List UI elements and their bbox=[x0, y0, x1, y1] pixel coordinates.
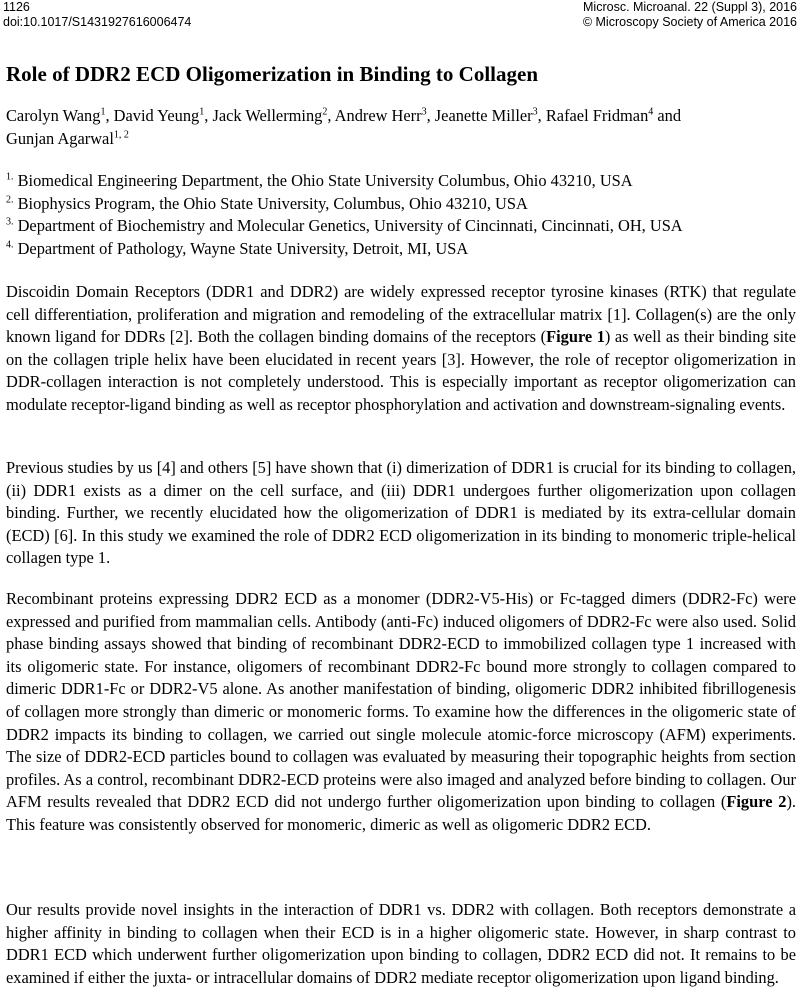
paragraph-methods-results bbox=[6, 588, 796, 837]
author-name: Gunjan Agarwal bbox=[6, 129, 114, 148]
author-affiliation-sup: 1, 2 bbox=[113, 129, 129, 141]
paragraph-text: ) as well as their binding site on the collagen triple helix have been elucidated in recent years [3]. However, the role of receptor oligomerization in DDR-collagen interaction is not completely understood. This is especially important as receptor oligomerization can modulate receptor-ligand binding as well as receptor phosphorylation and activation and downstream-signaling events. bbox=[6, 327, 796, 414]
author-affiliation-sup: 3 bbox=[421, 106, 427, 118]
author-name: Rafael Fridman bbox=[545, 106, 649, 125]
affiliation-text: Department of Biochemistry and Molecular Genetics, University of Cincinnati, Cincinnati, OH, USA bbox=[13, 216, 683, 235]
author-list bbox=[6, 104, 796, 150]
copyright: © Microscopy Society of America 2016 bbox=[582, 15, 797, 29]
author-separator: , bbox=[204, 106, 213, 125]
affiliation-item bbox=[6, 170, 796, 193]
paragraph-introduction bbox=[6, 281, 796, 417]
author-separator: , bbox=[537, 106, 546, 125]
paragraph-text: ). This feature was consistently observed for monomeric, dimeric as well as oligomeric DDR2 ECD. bbox=[6, 792, 796, 834]
author-affiliation-sup: 2 bbox=[322, 106, 328, 118]
paragraph-background: Previous studies by us [4] and others [5] have shown that (i) dimerization of DDR1 is crucial for its binding to collagen, (ii) DDR1 exists as a dimer on the cell surface, and (iii) DDR1 undergoes further oligomerization upon collagen binding. Further, we recently elucidated how the oligomerization of DDR1 is mediated by its extra-cellular domain (ECD) [6]. In this study we examined the role of DDR2 ECD oligomerization in its binding to monomeric triple-helical collagen type 1. bbox=[6, 458, 796, 568]
author-name: Jack Wellerming bbox=[212, 106, 323, 125]
header-left bbox=[3, 0, 191, 30]
header-right bbox=[583, 0, 797, 30]
author-affiliation-sup: 1 bbox=[100, 106, 106, 118]
affiliation-item bbox=[6, 193, 796, 216]
affiliation-number: 2. bbox=[6, 194, 14, 206]
affiliation-text: Department of Pathology, Wayne State University, Detroit, MI, USA bbox=[13, 238, 469, 258]
author-separator: , bbox=[426, 106, 435, 125]
paragraph-text: Discoidin Domain Receptors (DDR1 and DDR2) are widely expressed receptor tyrosine kinases (RTK) that regulate cell differentiation, proliferation and migration and remodeling of the extracellular matrix [1]. Collagen(s) are the only known ligand for DDRs [2]. Both the collagen binding domains of the receptors ( bbox=[6, 282, 796, 347]
affiliation-text: Biophysics Program, the Ohio State University, Columbus, Ohio 43210, USA bbox=[13, 193, 528, 213]
author-name: David Yeung bbox=[113, 106, 200, 125]
doi: doi:10.1017/S1431927616006474 bbox=[3, 15, 192, 29]
author-affiliation-sup: 4 bbox=[648, 106, 654, 118]
author-affiliation-sup: 3 bbox=[532, 106, 538, 118]
affiliation-number: 1. bbox=[6, 171, 14, 183]
paragraph-conclusion: Our results provide novel insights in the interaction of DDR1 vs. DDR2 with collagen. Both receptors demonstrate a higher affinity in binding to collagen when their ECD is in a higher oligomeric state. However, in sharp contrast to DDR1 ECD which underwent further oligomerization upon binding to collagen, DDR2 ECD did not. It remains to be examined if either the juxta- or intracellular domains of DDR2 mediate receptor oligomerization upon ligand binding. bbox=[6, 900, 796, 987]
affiliation-text: Biomedical Engineering Department, the Ohio State University Columbus, Ohio 43210, USA bbox=[13, 171, 633, 190]
paragraph-text: Recombinant proteins expressing DDR2 ECD as a monomer (DDR2-V5-His) or Fc-tagged dimers (DDR2-Fc) were expressed and purified from mammalian cells. Antibody (anti-Fc) induced oligomers of DDR2-Fc were also used. Solid phase binding assays showed that binding of recombinant DDR2-ECD to immobilized collagen type 1 increased with its oligomeric state. For instance, oligomers of recombinant DDR2-Fc bound more strongly to collagen compared to dimeric DDR1-Fc or DDR2-V5 alone. As another manifestation of binding, oligomeric DDR2 inhibited fibrillogenesis of collagen more strongly than dimeric or monomeric forms. To examine how the differences in the oligomeric state of DDR2 impacts its binding to collagen, we carried out single molecule atomic-force microscopy (AFM) experiments. The size of DDR2-ECD particles bound to collagen was evaluated by measuring their topographic heights from section profiles. As a control, recombinant DDR2-ECD proteins were also imaged and analyzed before binding to collagen. Our AFM results revealed that DDR2 ECD did not undergo further oligomerization upon binding to collagen ( bbox=[6, 589, 796, 812]
paper-title: Role of DDR2 ECD Oligomerization in Binding to Collagen bbox=[6, 62, 539, 86]
affiliation-item bbox=[6, 215, 796, 238]
author-separator: , bbox=[327, 106, 335, 125]
affiliation-item bbox=[6, 238, 796, 261]
author-affiliation-sup: 1 bbox=[199, 106, 205, 118]
author-separator: , bbox=[105, 106, 114, 125]
affiliation-list bbox=[6, 170, 796, 260]
author-conjunction: and bbox=[653, 106, 682, 125]
affiliation-number: 4. bbox=[6, 239, 14, 251]
figure-reference: Figure 2 bbox=[726, 792, 787, 812]
author-name: Jeanette Miller bbox=[434, 106, 533, 125]
page-number: 1126 bbox=[3, 0, 30, 14]
author-name: Andrew Herr bbox=[334, 106, 422, 125]
affiliation-number: 3. bbox=[6, 216, 14, 228]
journal-citation: Microsc. Microanal. 22 (Suppl 3), 2016 bbox=[583, 0, 797, 14]
figure-reference: Figure 1 bbox=[546, 327, 605, 347]
author-name: Carolyn Wang bbox=[6, 106, 101, 125]
